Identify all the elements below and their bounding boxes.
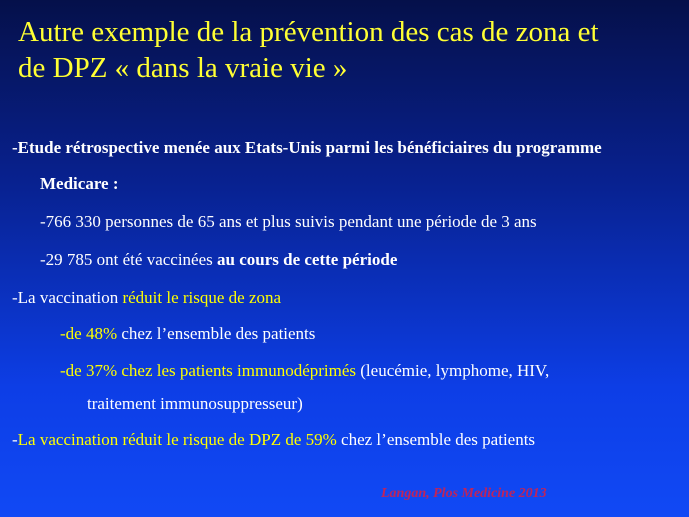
dpz-suffix: chez l’ensemble des patients — [336, 430, 536, 449]
cohort-size-bullet: -766 330 personnes de 65 ans et plus suivis pendant une période de 3 ans — [40, 212, 537, 231]
vaccinated-bullet — [40, 249, 397, 270]
immuno-prefix: -de — [60, 361, 86, 380]
slide-title — [18, 14, 678, 86]
immuno-bullet — [60, 360, 549, 381]
all-patients-suffix: chez l’ensemble des patients — [117, 324, 316, 343]
immuno-highlight: 37% chez les patients immunodéprimés — [85, 361, 357, 380]
dpz-reduction-bullet — [12, 429, 535, 450]
study-intro-line-1: -Etude rétrospective menée aux Etats-Unis parmi les bénéficiaires du programme — [12, 138, 602, 157]
zona-prefix: -La vaccination — [12, 288, 123, 307]
all-patients-prefix: -de — [60, 324, 86, 343]
vaccinated-prefix: -29 785 ont été vaccinées — [40, 250, 218, 269]
zona-reduction-bullet — [12, 287, 281, 308]
immuno-suffix: (leucémie, lymphome, HIV, — [356, 361, 550, 380]
all-patients-bullet — [60, 323, 315, 344]
all-patients-percent: 48% — [85, 324, 118, 343]
title-line-2: de DPZ « dans la vraie vie » — [18, 52, 348, 84]
immuno-continuation: traitement immunosuppresseur) — [87, 394, 303, 413]
title-line-1: Autre exemple de la prévention des cas de zona et — [18, 16, 599, 48]
study-intro-line-2: Medicare : — [40, 174, 119, 193]
vaccinated-period: au cours de cette période — [217, 250, 398, 269]
dpz-dash: - — [12, 430, 18, 449]
reference-citation: Langan, Plos Medicine 2013 — [381, 486, 547, 501]
dpz-highlight: La vaccination réduit le risque de DPZ de 59% — [17, 430, 337, 449]
zona-highlight: réduit le risque de zona — [122, 288, 282, 307]
